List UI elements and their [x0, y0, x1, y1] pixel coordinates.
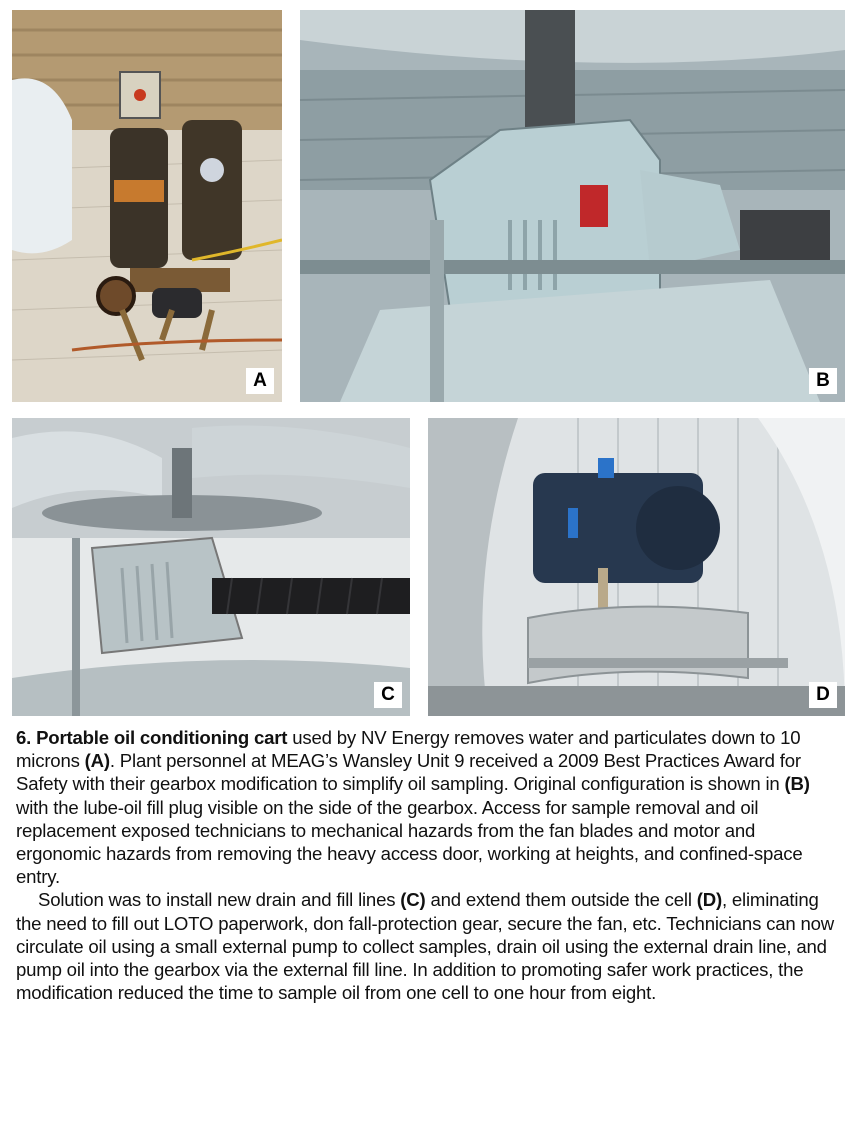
- gearbox-illustration: [300, 10, 845, 402]
- photo-c-drain-fill-lines: [12, 418, 410, 716]
- panel-label-a: A: [246, 368, 274, 394]
- caption-ref-d: (D): [696, 889, 722, 911]
- caption-paragraph-1: [16, 726, 838, 888]
- caption-figure-number: 6.: [16, 727, 32, 748]
- caption-text: Solution was to install new drain and fill lines: [38, 889, 401, 911]
- photo-d-lines-outside-cell: [428, 418, 845, 716]
- caption-heading: Portable oil conditioning cart: [36, 727, 288, 748]
- caption-text: , eliminating the need to fill out LOTO paperwork, don fall-protection gear, secure the fan, etc. Technicians can now circulate oil using a small external pump to collect samples, drain oil using the external drain line, and pump oil into the gearbox via the external fill line. In addition to promoting safer work practices, the modification reduced the time to sample oil from one cell to one hour from eight.: [16, 889, 834, 1004]
- photo-b-gearbox-original: [300, 10, 845, 402]
- caption-text: used by NV Energy removes water and particulates down to 10 microns: [16, 727, 801, 772]
- caption-text: . Plant personnel at MEAG’s Wansley Unit 9 received a 2009 Best Practices Award for Safety with their gearbox modification to simplify oil sampling. Original configuration is shown in: [16, 750, 801, 795]
- motor-illustration: [428, 418, 845, 716]
- caption-text: and extend them outside the cell: [425, 889, 697, 911]
- figure-caption: [16, 726, 838, 1004]
- drain-lines-illustration: [12, 418, 410, 716]
- photo-a-oil-cart: [12, 10, 282, 402]
- panel-label-b: B: [809, 368, 837, 394]
- panel-label-d: D: [809, 682, 837, 708]
- caption-ref-a: (A): [84, 750, 110, 772]
- oil-cart-illustration: [12, 10, 282, 402]
- caption-paragraph-2: [16, 888, 838, 1004]
- panel-label-c: C: [374, 682, 402, 708]
- caption-ref-b: (B): [784, 773, 810, 795]
- caption-text: with the lube-oil fill plug visible on the side of the gearbox. Access for sample removal and oil replacement exposed technicians to mechanical hazards from the fan blades and motor and ergonomic hazards from removing the heavy access door, working at heights, and confined-space entry.: [16, 796, 803, 888]
- caption-ref-c: (C): [400, 889, 426, 911]
